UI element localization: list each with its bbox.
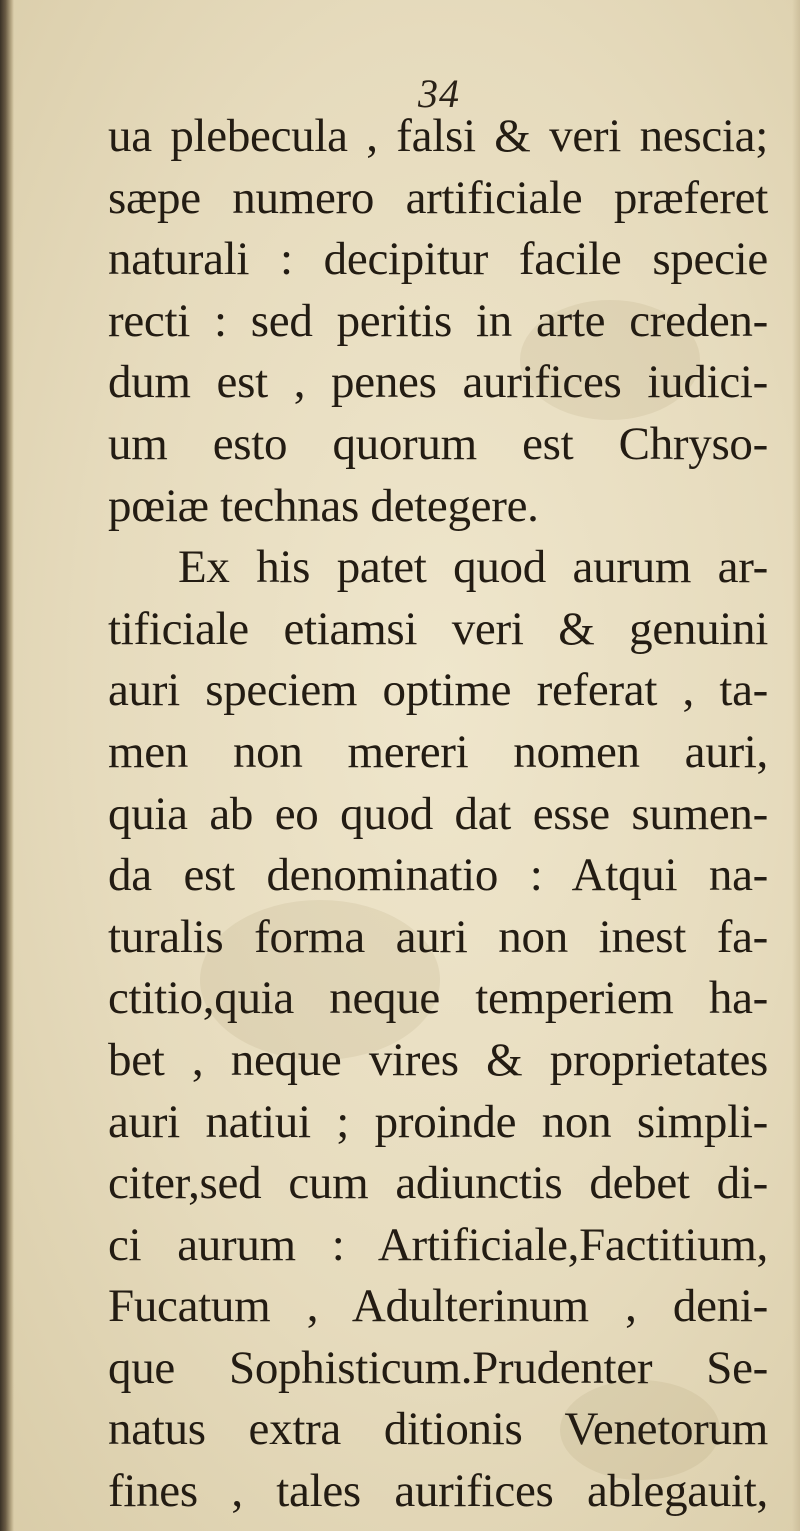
text-line: Fucatum , Adulterinum , deni- (108, 1280, 768, 1333)
text-line: men non mereri nomen auri, (108, 725, 768, 778)
page-edge (792, 0, 800, 1531)
paragraph-start-line: Ex his patet quod aurum ar- (178, 541, 768, 594)
text-line: citer,sed cum adiunctis debet di- (108, 1157, 768, 1210)
text-line: auri natiui ; proinde non simpli- (108, 1095, 768, 1148)
text-line: tificiale etiamsi veri & genuini (108, 602, 768, 655)
page-number: 34 (418, 71, 460, 116)
text-line: ctitio,quia neque temperiem ha- (108, 972, 768, 1025)
text-line: um esto quorum est Chryso- (108, 417, 768, 470)
text-line: sæpe numero artificiale præferet (108, 171, 768, 224)
text-line: da est denominatio : Atqui na- (108, 849, 768, 902)
text-line: recti : sed peritis in arte creden- (108, 294, 768, 347)
text-line: dum est , penes aurifices iudici- (108, 356, 768, 409)
text-line: quia ab eo quod dat esse sumen- (108, 787, 768, 840)
text-line: turalis forma auri non inest fa- (108, 910, 768, 963)
text-line: natus extra ditionis Venetorum (108, 1403, 768, 1456)
text-line: ci aurum : Artificiale,Factitium, (108, 1218, 768, 1271)
text-line: auri speciem optime referat , ta- (108, 664, 768, 717)
text-line: que Sophisticum.Prudenter Se- (108, 1341, 768, 1394)
body-text (108, 106, 768, 1523)
text-line: bet , neque vires & proprietates (108, 1033, 768, 1086)
text-line: pœiæ technas detegere. (108, 479, 539, 532)
binding-edge (0, 0, 14, 1531)
text-line: ua plebecula , falsi & veri nescia; (108, 110, 768, 162)
text-line: naturali : decipitur facile specie (108, 233, 768, 286)
text-line: fines , tales aurifices ablegauit, (108, 1465, 768, 1518)
